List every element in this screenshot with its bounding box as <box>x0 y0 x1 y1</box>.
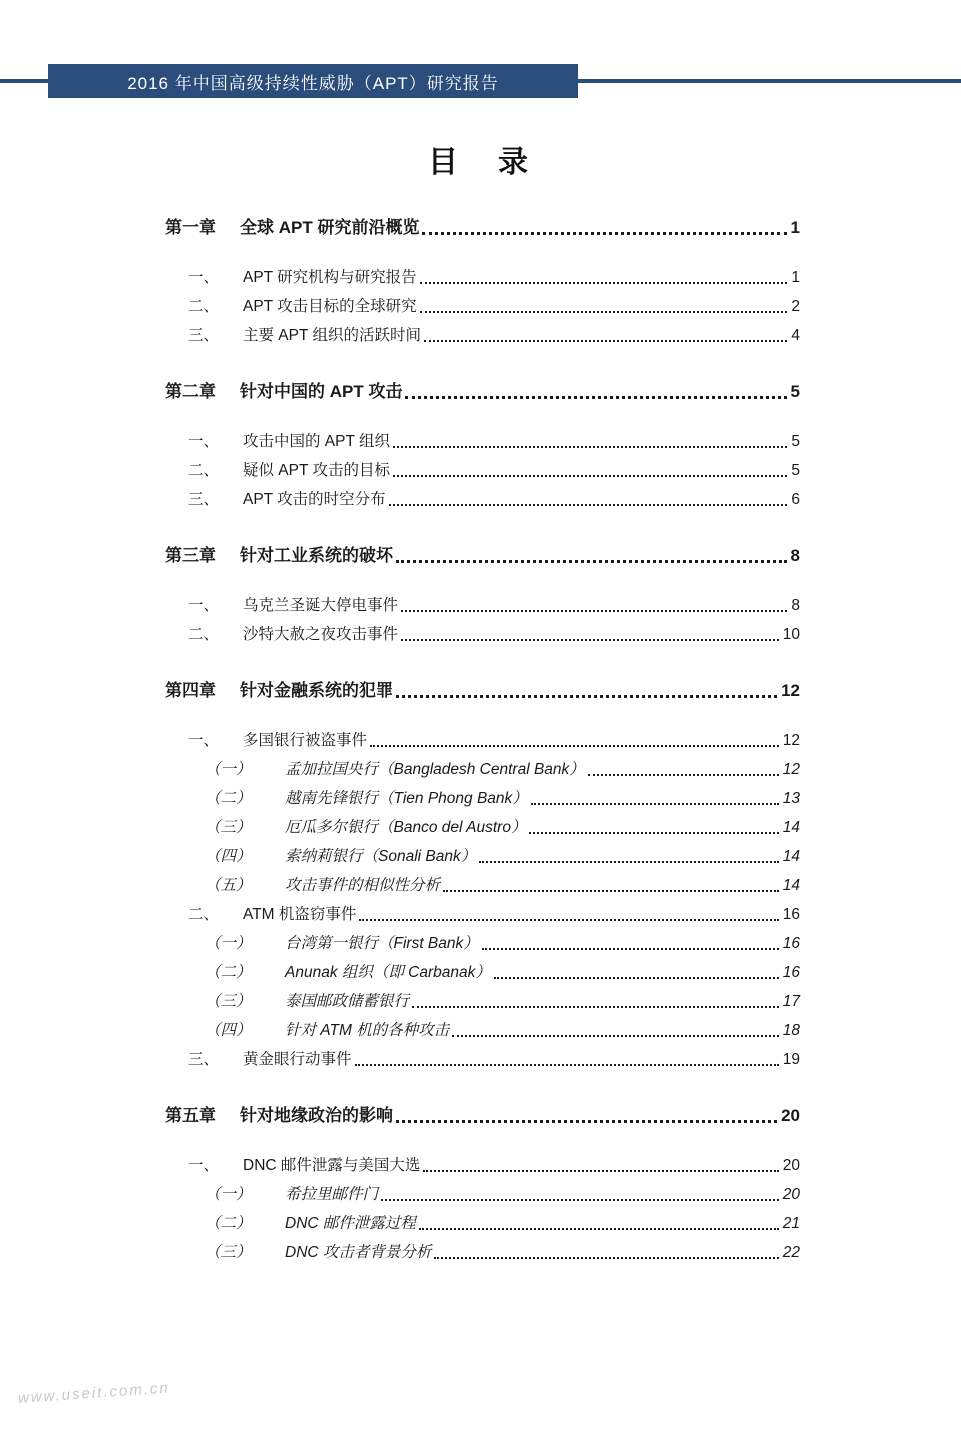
toc-entry-chapter <box>165 213 800 242</box>
dot-leader <box>479 861 779 863</box>
entry-title: 黄金眼行动事件 <box>243 1051 352 1068</box>
entry-number: （四） <box>205 1022 252 1039</box>
toc-entry-sub <box>205 784 800 813</box>
entry-number: （一） <box>205 1186 252 1203</box>
entry-page: 5 <box>791 433 800 450</box>
dot-leader <box>396 1120 777 1123</box>
report-title-banner <box>48 64 578 98</box>
entry-number: （一） <box>205 935 252 952</box>
dot-leader <box>452 1035 779 1037</box>
entry-number: 第三章 <box>165 546 216 565</box>
entry-page: 21 <box>782 1215 800 1232</box>
toc-entry-item <box>188 292 800 321</box>
dot-leader <box>434 1257 778 1259</box>
entry-number: （三） <box>205 993 252 1010</box>
entry-page: 16 <box>782 935 800 952</box>
entry-title: 全球 APT 研究前沿概览 <box>240 218 420 237</box>
entry-number: （四） <box>205 848 252 865</box>
entry-page: 8 <box>790 546 800 565</box>
dot-leader <box>424 340 787 342</box>
entry-page: 1 <box>791 269 800 286</box>
toc-entry-sub <box>205 1209 800 1238</box>
toc-entry-sub <box>205 813 800 842</box>
toc-entry-sub <box>205 929 800 958</box>
dot-leader <box>381 1199 779 1201</box>
entry-title: 攻击事件的相似性分析 <box>285 877 441 894</box>
dot-leader <box>412 1006 779 1008</box>
entry-number: （二） <box>205 790 252 807</box>
entry-number: 三、 <box>188 1051 220 1068</box>
entry-number: 一、 <box>188 597 220 614</box>
entry-number: 一、 <box>188 1157 220 1174</box>
toc-entry-sub <box>205 1180 800 1209</box>
entry-page: 12 <box>782 732 800 749</box>
entry-page: 19 <box>782 1051 800 1068</box>
entry-number: 三、 <box>188 327 220 344</box>
entry-number: 三、 <box>188 491 220 508</box>
toc-entry-item <box>188 485 800 514</box>
entry-title: 针对金融系统的犯罪 <box>240 681 393 700</box>
entry-number: （三） <box>205 819 252 836</box>
dot-leader <box>401 610 787 612</box>
dot-leader <box>443 890 779 892</box>
toc-title: 目 录 <box>428 146 533 179</box>
entry-title: 孟加拉国央行（Bangladesh Central Bank） <box>285 761 585 778</box>
entry-number: （五） <box>205 877 252 894</box>
toc-entry-chapter <box>165 676 800 705</box>
entry-number: 第五章 <box>165 1106 216 1125</box>
dot-leader <box>355 1064 779 1066</box>
entry-title: 乌克兰圣诞大停电事件 <box>243 597 399 614</box>
dot-leader <box>588 774 779 776</box>
entry-title: DNC 邮件泄露与美国大选 <box>243 1157 421 1174</box>
entry-page: 20 <box>781 1106 800 1125</box>
dot-leader <box>422 232 786 235</box>
toc-entry-chapter <box>165 377 800 406</box>
entry-title: DNC 邮件泄露过程 <box>285 1215 416 1232</box>
toc-list <box>0 213 961 1267</box>
toc-entry-item <box>188 263 800 292</box>
entry-title: 针对工业系统的破坏 <box>240 546 393 565</box>
dot-leader <box>529 832 778 834</box>
dot-leader <box>405 396 786 399</box>
entry-number: （二） <box>205 964 252 981</box>
entry-title: 希拉里邮件门 <box>285 1186 379 1203</box>
entry-page: 20 <box>782 1157 800 1174</box>
dot-leader <box>393 475 787 477</box>
entry-number: 二、 <box>188 298 220 315</box>
toc-entry-sub <box>205 987 800 1016</box>
entry-page: 16 <box>782 906 800 923</box>
entry-title: 针对地缘政治的影响 <box>240 1106 393 1125</box>
entry-page: 12 <box>782 761 800 778</box>
entry-title: 越南先锋银行（Tien Phong Bank） <box>285 790 528 807</box>
entry-number: （三） <box>205 1244 252 1261</box>
entry-number: （一） <box>205 761 252 778</box>
toc-entry-item <box>188 726 800 755</box>
entry-page: 5 <box>790 382 800 401</box>
dot-leader <box>420 282 788 284</box>
dot-leader <box>389 504 788 506</box>
dot-leader <box>359 919 778 921</box>
toc-entry-item <box>188 900 800 929</box>
report-title: 2016 年中国高级持续性威胁（APT）研究报告 <box>127 73 499 93</box>
entry-page: 8 <box>791 597 800 614</box>
toc-entry-item <box>188 321 800 350</box>
entry-page: 20 <box>782 1186 800 1203</box>
entry-page: 4 <box>791 327 800 344</box>
entry-number: 第四章 <box>165 681 216 700</box>
entry-page: 12 <box>781 681 800 700</box>
entry-number: （二） <box>205 1215 252 1232</box>
entry-page: 18 <box>782 1022 800 1039</box>
toc-entry-sub <box>205 1238 800 1267</box>
entry-title: Anunak 组织（即 Carbanak） <box>285 964 491 981</box>
entry-title: 多国银行被盗事件 <box>243 732 368 749</box>
toc-entry-item <box>188 591 800 620</box>
entry-title: APT 攻击的时空分布 <box>243 491 386 508</box>
entry-page: 14 <box>782 848 800 865</box>
entry-number: 一、 <box>188 732 220 749</box>
entry-title: 疑似 APT 攻击的目标 <box>243 462 390 479</box>
dot-leader <box>420 311 788 313</box>
entry-title: 攻击中国的 APT 组织 <box>243 433 390 450</box>
dot-leader <box>393 446 787 448</box>
dot-leader <box>401 639 779 641</box>
dot-leader <box>419 1228 779 1230</box>
entry-number: 二、 <box>188 462 220 479</box>
entry-page: 5 <box>791 462 800 479</box>
entry-page: 17 <box>782 993 800 1010</box>
toc-entry-item <box>188 1045 800 1074</box>
toc-entry-item <box>188 456 800 485</box>
dot-leader <box>531 803 779 805</box>
toc-entry-item <box>188 620 800 649</box>
entry-number: 一、 <box>188 433 220 450</box>
entry-page: 22 <box>782 1244 800 1261</box>
entry-title: DNC 攻击者背景分析 <box>285 1244 432 1261</box>
toc-entry-sub <box>205 755 800 784</box>
entry-page: 13 <box>782 790 800 807</box>
entry-title: 主要 APT 组织的活跃时间 <box>243 327 421 344</box>
entry-title: 台湾第一银行（First Bank） <box>285 935 479 952</box>
toc-entry-sub <box>205 871 800 900</box>
entry-number: 二、 <box>188 626 220 643</box>
entry-title: ATM 机盗窃事件 <box>243 906 357 923</box>
entry-page: 1 <box>790 218 800 237</box>
toc-entry-sub <box>205 842 800 871</box>
entry-page: 16 <box>782 964 800 981</box>
entry-page: 6 <box>791 491 800 508</box>
entry-page: 2 <box>791 298 800 315</box>
entry-title: 泰国邮政储蓄银行 <box>285 993 410 1010</box>
toc-entry-item <box>188 427 800 456</box>
entry-title: 索纳莉银行（Sonali Bank） <box>285 848 477 865</box>
toc-entry-sub <box>205 1016 800 1045</box>
dot-leader <box>370 745 779 747</box>
entry-number: 第一章 <box>165 218 216 237</box>
entry-page: 14 <box>782 819 800 836</box>
entry-number: 第二章 <box>165 382 216 401</box>
watermark: www.useit.com.cn <box>17 1379 171 1407</box>
entry-number: 一、 <box>188 269 220 286</box>
entry-title: 针对中国的 APT 攻击 <box>240 382 403 401</box>
entry-title: 针对 ATM 机的各种攻击 <box>285 1022 450 1039</box>
entry-page: 14 <box>782 877 800 894</box>
toc-entry-sub <box>205 958 800 987</box>
entry-title: APT 研究机构与研究报告 <box>243 269 417 286</box>
dot-leader <box>396 560 787 563</box>
toc-entry-item <box>188 1151 800 1180</box>
entry-title: 厄瓜多尔银行（Banco del Austro） <box>285 819 527 836</box>
dot-leader <box>494 977 779 979</box>
toc-entry-chapter <box>165 1101 800 1130</box>
dot-leader <box>396 695 777 698</box>
entry-number: 二、 <box>188 906 220 923</box>
entry-page: 10 <box>782 626 800 643</box>
entry-title: 沙特大赦之夜攻击事件 <box>243 626 399 643</box>
entry-title: APT 攻击目标的全球研究 <box>243 298 417 315</box>
toc-entry-chapter <box>165 541 800 570</box>
dot-leader <box>482 948 779 950</box>
dot-leader <box>423 1170 778 1172</box>
